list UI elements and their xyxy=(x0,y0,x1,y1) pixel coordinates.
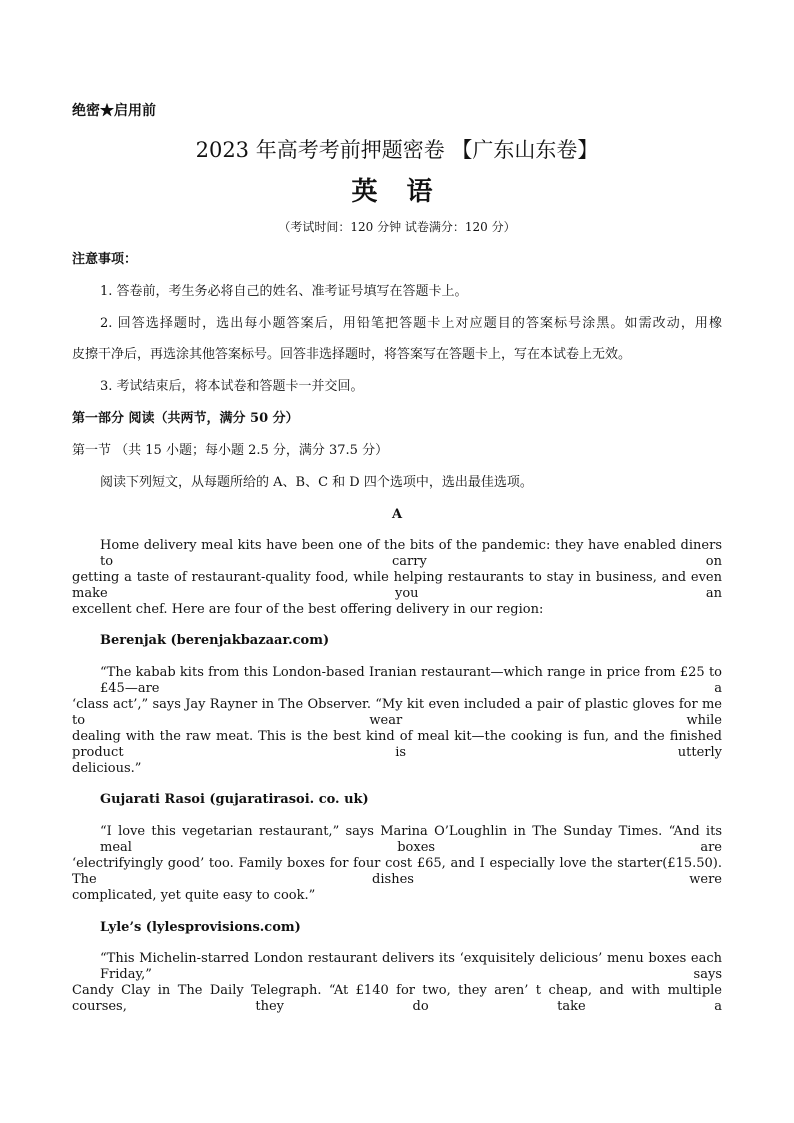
note-item-1: 1. 答卷前，考生务必将自己的姓名、准考证号填写在答题卡上。 xyxy=(100,284,468,299)
intro-line-3: excellent chef. Here are four of the best offering delivery in our region: xyxy=(72,602,544,617)
section1-heading: 第一节 （共 15 小题；每小题 2.5 分，满分 37.5 分） xyxy=(72,443,389,458)
restaurant-3-name: Lyle’s (lylesprovisions.com) xyxy=(100,920,301,935)
restaurant-2-name: Gujarati Rasoi (gujaratirasoi. co. uk) xyxy=(100,792,369,807)
restaurant-2-line-3: complicated, yet quite easy to cook.” xyxy=(72,888,316,903)
restaurant-1-line-4: delicious.” xyxy=(72,761,142,776)
secret-mark: 绝密★启用前 xyxy=(72,103,156,119)
notes-heading: 注意事项： xyxy=(72,252,138,267)
part1-heading: 第一部分 阅读（共两节，满分 50 分） xyxy=(72,411,299,426)
note-item-2-line-1: 2. 回答选择题时，选出每小题答案后，用铅笔把答题卡上对应题目的答案标号涂黑。如需改动，用橡 xyxy=(100,316,722,331)
note-item-2-line-2: 皮擦干净后，再选涂其他答案标号。回答非选择题时，将答案写在答题卡上，写在本试卷上无效。 xyxy=(72,347,632,362)
exam-title: 2023 年高考考前押题密卷 【广东山东卷】 xyxy=(195,138,599,162)
reading-instruction: 阅读下列短文，从每题所给的 A、B、C 和 D 四个选项中，选出最佳选项。 xyxy=(100,475,533,490)
intro-line-1: Home delivery meal kits have been one of the bits of the pandemic: they have enabled diners to carry on xyxy=(100,538,722,569)
restaurant-1-name: Berenjak (berenjakbazaar.com) xyxy=(100,633,330,648)
subject-title: 英 语 xyxy=(351,177,443,207)
exam-info: （考试时间：120 分钟 试卷满分：120 分） xyxy=(278,220,516,234)
restaurant-1-line-3: dealing with the raw meat. This is the best kind of meal kit—the cooking is fun, and the finished product is utterly xyxy=(72,729,722,760)
restaurant-3-line-2: Candy Clay in The Daily Telegraph. “At £140 for two, they aren’ t cheap, and with multiple courses, they do take a xyxy=(72,983,722,1014)
intro-line-2: getting a taste of restaurant-quality food, while helping restaurants to stay in business, and even make you an xyxy=(72,570,722,601)
restaurant-2-line-2: ‘electrifyingly good’ too. Family boxes for four cost £65, and I especially love the starter(£15.50). The dishes were xyxy=(72,856,722,887)
passage-label: A xyxy=(391,507,403,522)
note-item-3: 3. 考试结束后，将本试卷和答题卡一并交回。 xyxy=(100,379,364,394)
restaurant-1-line-1: “The kabab kits from this London-based Iranian restaurant—which range in price from £25 to £45—are a xyxy=(100,665,722,696)
restaurant-3-line-1: “This Michelin-starred London restaurant delivers its ‘exquisitely delicious’ menu boxes each Friday,” says xyxy=(100,951,722,982)
restaurant-1-line-2: ‘class act’,” says Jay Rayner in The Observer. “My kit even included a pair of plastic gloves for me to wear while xyxy=(72,697,722,728)
restaurant-2-line-1: “I love this vegetarian restaurant,” says Marina O’Loughlin in The Sunday Times. “And its meal boxes are xyxy=(100,824,722,855)
